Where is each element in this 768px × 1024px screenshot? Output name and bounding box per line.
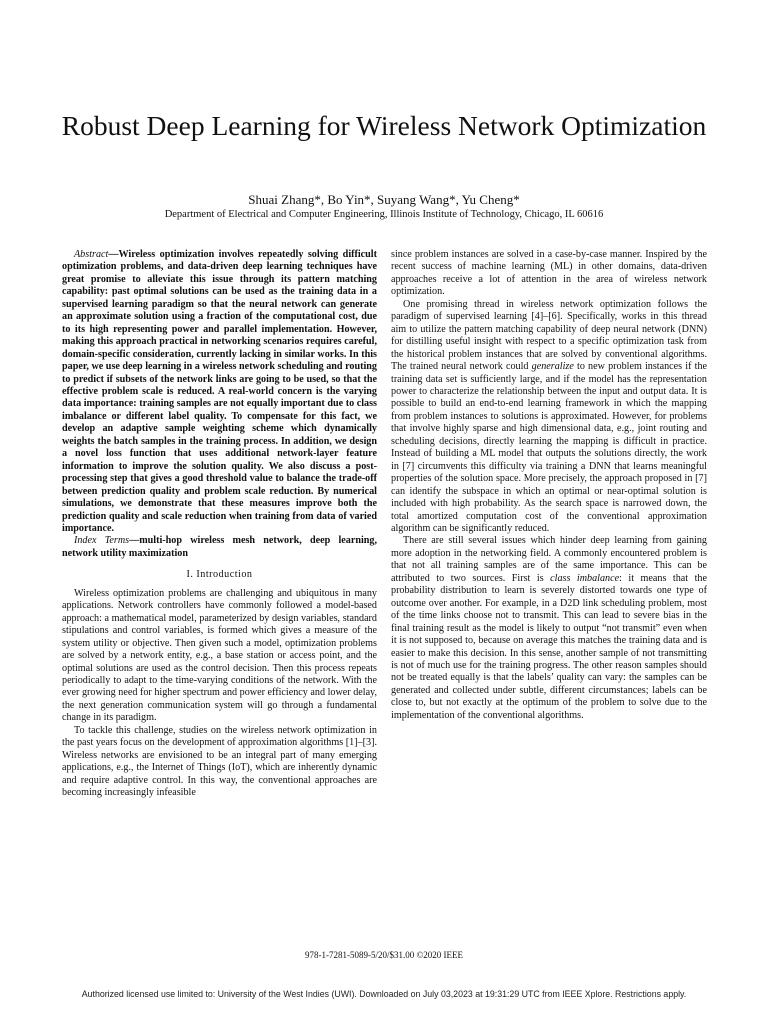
copyright-footer: 978-1-7281-5089-5/20/$31.00 ©2020 IEEE <box>304 950 464 960</box>
right-paragraph-0: since problem instances are solved in a case-by-case manner. Inspired by the recent success of machine learning (ML) in other domains, data-driven approaches receive a lot of attention in the area of wireless network optimization. <box>391 249 707 298</box>
right-paragraph-1-part-a: One promising thread in wireless network optimization follows the paradigm of supervised learning [4]–[6]. Specifically, works in this thread aim to utilize the pattern matching capability of deep neural network (DNN) for distilling useful insight with respect to a specific optimization task from the historical problem instances that are solved by conventional algorithms. The trained neural network could <box>391 298 707 373</box>
intro-paragraph-1: Wireless optimization problems are challenging and ubiquitous in many applications. Network controllers have commonly followed a model-based approach: a mathematical model, parameterized by design variables, standard stipulations and control variables, is formed which gives a measure of the system utility or objective. Then given such a model, optimization problems are solved by a network entity, e.g., a base station or access point, and the optimal solutions are used as the control decision. Then this process repeats periodically to adapt to the time-varying conditions of the network. With the ever growing need for higher spectrum and power efficiency and lower delay, the next generation communication system will go through a fundamental change in its paradigm. <box>62 587 377 724</box>
emphasis-class-imbalance: class imbalance <box>550 572 620 584</box>
right-paragraph-1-part-b: to new problem instances if the training data set is sufficiently large, and if the model has the representation power to characterize the relationship between the input and output data. It is possible to build an end-to-end learning framework in which the mapping from problem instances to solutions is approximated. However, for problems that involve highly sparse and high dimensional data, e.g., joint routing and scheduling decisions, directly learning the mapping is difficult in practice. Instead of building a ML model that outputs the solutions directly, the work in [7] circumvents this difficulty via training a DNN that learns meaningful properties of the solution space. More precisely, the approach proposed in [7] can identify the subspace in which an optimal or near-optimal solution is included with high probability. As the search space is narrowed down, the total amortized computation cost of the conventional approximation algorithm can be significantly reduced. <box>391 361 707 534</box>
author-list: Shuai Zhang*, Bo Yin*, Suyang Wang*, Yu Cheng* <box>248 192 520 207</box>
affiliation: Department of Electrical and Computer Engineering, Illinois Institute of Technology, Chicago, IL 60616 <box>164 209 604 220</box>
abstract <box>62 249 377 535</box>
right-paragraph-2-part-a: There are still several issues which hinder deep learning from gaining more adoption in the networking field. A commonly encountered problem is that not all training samples are of the same importance. This can be attributed to two sources. First is <box>391 535 707 584</box>
index-terms-label: Index Terms <box>74 535 130 547</box>
left-column <box>62 249 377 799</box>
right-column <box>391 249 707 722</box>
license-notice: Authorized licensed use limited to: University of the West Indies (UWI). Downloaded on July 03,2023 at 19:31:29 UTC from IEEE Xplore. Restrictions apply. <box>81 989 687 999</box>
abstract-text: —Wireless optimization involves repeatedly solving difficult optimization problems, and data-driven deep learning techniques have great promise to alleviate this issue through its pattern matching capability: past optimal solutions can be used as the training data in a supervised learning paradigm so that the neural network can generate an approximate solution using a fraction of the computational cost, due to its high representing power and parallel implementation. However, making this approach practical in networking scenarios requires careful, domain-specific consideration, currently lacking in similar works. In this paper, we use deep learning in a wireless network scheduling and routing to predict if subsets of the network links are going to be used, so that the effective problem scale is reduced. A real-world concern is the varying data importance: training samples are not equally important due to class imbalance or different label quality. To compensate for this fact, we develop an adaptive sample weighting scheme which dynamically weights the batch samples in the training process. In addition, we design a novel loss function that uses additional network-layer feature information to improve the solution quality. We also discuss a post-processing step that gives a good threshold value to balance the trade-off between prediction quality and problem scale reduction. By numerical simulations, we demonstrate that these measures improve both the prediction quality and scale reduction when training from data of varied importance. <box>62 249 377 534</box>
paper-title: Robust Deep Learning for Wireless Network Optimization <box>61 110 707 141</box>
right-paragraph-2 <box>391 535 707 722</box>
section-heading-introduction: I. Introduction <box>186 569 253 581</box>
right-paragraph-2-part-b: : it means that the probability distribution to learn is severely distorted towards one type of outcome over another. For example, in a D2D link scheduling problem, most of the time links choose not to transmit. This can lead to severe bias in the final training result as the model is likely to output “not transmit” even when it is not supposed to, because on average this matches the training data and is easier to make this decision. In this sense, another sample of not transmitting is not of much use for the training progress. The other reason samples should not be treated equally is that the labels’ quality can vary: the samples can be generated and collected under subtle, different circumstances; labels can be close to, but not exactly at the optimum of the problem to solve due to the implementation of the conventional algorithms. <box>391 572 707 721</box>
right-paragraph-1 <box>391 299 707 536</box>
emphasis-generalize: generalize <box>531 361 574 373</box>
index-terms <box>62 535 377 560</box>
index-terms-text: —multi-hop wireless mesh network, deep learning, network utility maximization <box>62 535 377 559</box>
abstract-label: Abstract <box>74 249 109 260</box>
intro-paragraph-2: To tackle this challenge, studies on the wireless network optimization in the past years focus on the development of approximation algorithms [1]–[3]. Wireless networks are envisioned to be an integral part of many emerging applications, e.g., the Internet of Things (IoT), which are inherently dynamic and require adaptive control. In this way, the conventional approaches are becoming increasingly infeasible <box>62 724 377 799</box>
